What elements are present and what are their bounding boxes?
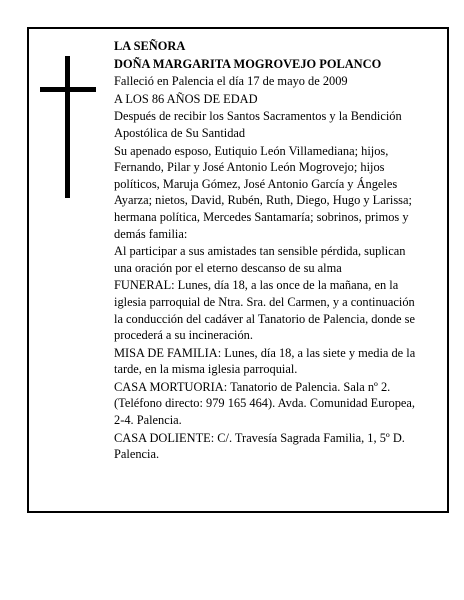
death-info: Falleció en Palencia el día 17 de mayo de 2009 — [114, 74, 348, 89]
obituary-text — [114, 38, 424, 463]
mortuary-info: CASA MORTUORIA: Tanatorio de Palencia. Sala nº 2. (Teléfono directo: 979 165 464). Avda. Comunidad Europea, 2-4. Palencia. — [114, 379, 416, 428]
deceased-name: DOÑA MARGARITA MOGROVEJO POLANCO — [114, 56, 382, 71]
grieving-home-info: CASA DOLIENTE: C/. Travesía Sagrada Familia, 1, 5º D. Palencia. — [114, 430, 405, 462]
cross-icon — [40, 56, 96, 198]
funeral-info: FUNERAL: Lunes, día 18, a las once de la mañana, en la iglesia parroquial de Ntra. Sra. del Carmen, y a continuación la conducción del cadáver al Tanatorio de Palencia, donde se procederá a su incineración. — [114, 278, 415, 343]
family-list: Su apenado esposo, Eutiquio León Villamediana; hijos, Fernando, Pilar y José Antonio León Mogrovejo; hijos políticos, Maruja Gómez, José Antonio García y Ángeles Ayarza; nietos, David, Rubén, Ruth, Diego, Hugo y Larissa; hermana política, Mercedes Santamaría; sobrinos, primos y demás familia: — [114, 143, 412, 241]
age-info: A LOS 86 AÑOS DE EDAD — [114, 91, 258, 106]
prayer-request: Al participar a sus amistades tan sensible pérdida, suplican una oración por el eterno descanso de su alma — [114, 244, 406, 275]
cross-horizontal-bar — [40, 87, 96, 92]
sacraments-info: Después de recibir los Santos Sacramentos y la Bendición Apostólica de Su Santidad — [114, 109, 402, 140]
family-mass-info: MISA DE FAMILIA: Lunes, día 18, a las siete y media de la tarde, en la misma iglesia parroquial. — [114, 345, 416, 377]
cross-vertical-bar — [65, 56, 70, 198]
notice-title: LA SEÑORA — [114, 39, 186, 53]
